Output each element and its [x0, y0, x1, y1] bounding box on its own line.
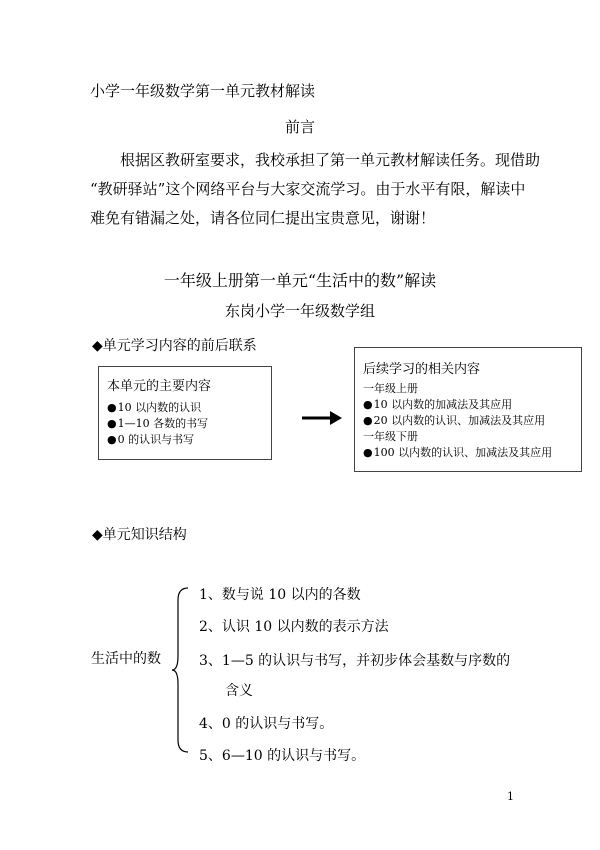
- list-item: ● 1—10 各数的书写: [107, 416, 263, 432]
- structure-item: 3、1—5 的认识与书写，并初步体会基数与序数的: [199, 653, 511, 669]
- list-item: ● 100 以内数的认识、加减法及其应用: [363, 445, 573, 461]
- structure-center-label: 生活中的数: [91, 651, 161, 667]
- curly-brace-icon: [170, 586, 192, 754]
- right-arrow-icon: [300, 408, 344, 428]
- document-title: 小学一年级数学第一单元教材解读: [90, 82, 316, 100]
- relation-heading: ◆单元学习内容的前后联系: [92, 338, 257, 354]
- current-content-title: 本单元的主要内容: [107, 379, 212, 394]
- followup-content-title: 后续学习的相关内容: [363, 362, 481, 377]
- structure-item: 4、0 的认识与书写。: [199, 716, 334, 732]
- preface-line: 难免有错漏之处，请各位同仁提出宝贵意见，谢谢！: [90, 209, 436, 227]
- structure-item: 1、数与说 10 以内的各数: [199, 587, 361, 603]
- section-title: 一年级上册第一单元“生活中的数”解读: [163, 271, 437, 290]
- preface-line: “教研驿站”这个网络平台与大家交流学习。由于水平有限，解读中: [90, 180, 526, 198]
- structure-item: 5、6—10 的认识与书写。: [199, 748, 366, 764]
- list-item: ● 20 以内数的认识、加减法及其应用: [363, 413, 573, 429]
- list-item: ● 10 以内数的认识: [107, 400, 263, 416]
- grade-label: 一年级上册: [363, 382, 418, 395]
- structure-item: 2、认识 10 以内数的表示方法: [199, 619, 389, 635]
- list-item: ● 10 以内数的加减法及其应用: [363, 397, 573, 413]
- structure-item-continued: 含义: [225, 683, 253, 699]
- list-item: ● 0 的认识与书写: [107, 432, 263, 448]
- followup-content-box: [354, 347, 582, 472]
- preface-title: 前言: [284, 118, 315, 136]
- preface-line: 根据区教研室要求，我校承担了第一单元教材解读任务。现借助: [120, 151, 541, 169]
- grade-label: 一年级下册: [363, 430, 418, 443]
- page-number: 1: [507, 790, 514, 803]
- author-line: 东岗小学一年级数学组: [224, 302, 375, 320]
- current-content-box: [98, 366, 272, 460]
- preface-paragraph: [90, 146, 541, 233]
- structure-heading: ◆单元知识结构: [92, 527, 187, 543]
